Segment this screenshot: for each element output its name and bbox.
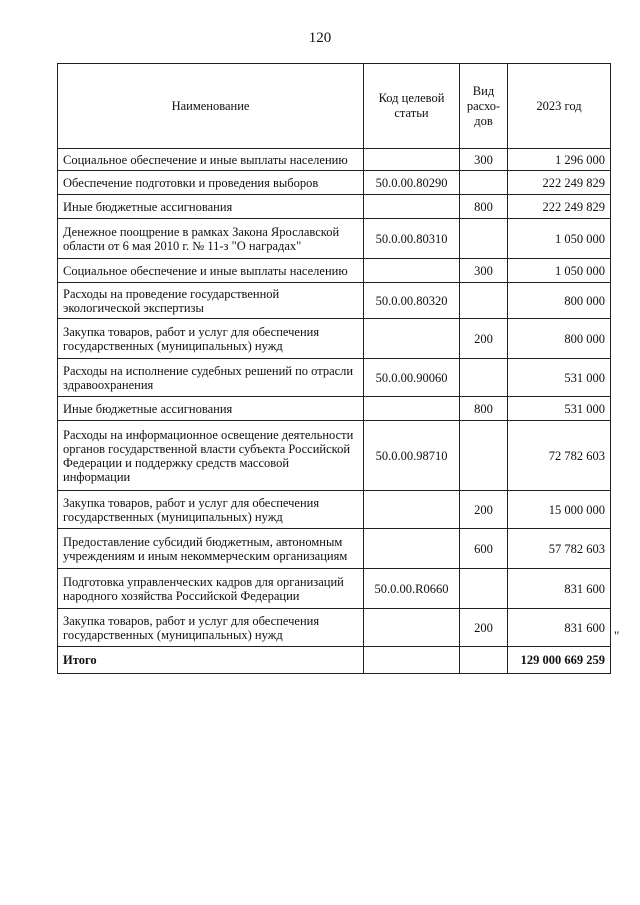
total-label: Итого: [58, 647, 364, 674]
row-code: [364, 609, 460, 647]
row-kind: [460, 359, 508, 397]
table-row: [58, 397, 611, 421]
row-amount: 831 600: [508, 569, 611, 609]
table-row: [58, 609, 611, 647]
table-row: [58, 491, 611, 529]
row-amount: 1 296 000: [508, 149, 611, 171]
row-kind: [460, 171, 508, 195]
header-code: Код целевой статьи: [364, 64, 460, 149]
row-code: [364, 149, 460, 171]
row-kind: 800: [460, 397, 508, 421]
row-code: [364, 529, 460, 569]
table-row: [58, 359, 611, 397]
closing-quote: ": [614, 628, 620, 643]
budget-table: [57, 63, 611, 674]
row-code: [364, 397, 460, 421]
row-code: 50.0.00.80290: [364, 171, 460, 195]
row-name: Обеспечение подготовки и проведения выборов: [58, 171, 364, 195]
row-kind: 300: [460, 259, 508, 283]
row-amount: 531 000: [508, 397, 611, 421]
row-kind: 300: [460, 149, 508, 171]
total-row: [58, 647, 611, 674]
row-name: Расходы на информационное освещение деятельности органов государственной власти субъекта Российской Федерации и поддержку средств массовой информации: [58, 421, 364, 491]
row-amount: 222 249 829: [508, 195, 611, 219]
row-code: 50.0.00.80320: [364, 283, 460, 319]
row-code: 50.0.00.90060: [364, 359, 460, 397]
row-code: [364, 259, 460, 283]
row-name: Социальное обеспечение и иные выплаты населению: [58, 149, 364, 171]
row-name: Закупка товаров, работ и услуг для обеспечения государственных (муниципальных) нужд: [58, 491, 364, 529]
table-row: [58, 195, 611, 219]
row-kind: [460, 219, 508, 259]
row-name: Предоставление субсидий бюджетным, автономным учреждениям и иным некоммерческим организациям: [58, 529, 364, 569]
row-code: [364, 491, 460, 529]
row-name: Подготовка управленческих кадров для организаций народного хозяйства Российской Федерации: [58, 569, 364, 609]
header-kind: Вид расхо-дов: [460, 64, 508, 149]
row-kind: 200: [460, 609, 508, 647]
row-amount: 831 600: [508, 609, 611, 647]
row-kind: 200: [460, 491, 508, 529]
row-name: Иные бюджетные ассигнования: [58, 195, 364, 219]
table-row: [58, 283, 611, 319]
row-kind: [460, 421, 508, 491]
total-amount: 129 000 669 259: [508, 647, 611, 674]
row-amount: 1 050 000: [508, 259, 611, 283]
table-header-row: [58, 64, 611, 149]
row-amount: 800 000: [508, 319, 611, 359]
row-amount: 800 000: [508, 283, 611, 319]
total-kind: [460, 647, 508, 674]
row-name: Расходы на проведение государственной экологической экспертизы: [58, 283, 364, 319]
row-code: 50.0.00.R0660: [364, 569, 460, 609]
row-amount: 15 000 000: [508, 491, 611, 529]
header-name: Наименование: [58, 64, 364, 149]
table-row: [58, 171, 611, 195]
row-amount: 1 050 000: [508, 219, 611, 259]
row-name: Иные бюджетные ассигнования: [58, 397, 364, 421]
row-amount: 57 782 603: [508, 529, 611, 569]
page-number: 120: [308, 30, 332, 46]
row-code: [364, 319, 460, 359]
row-name: Расходы на исполнение судебных решений по отрасли здравоохранения: [58, 359, 364, 397]
row-kind: [460, 569, 508, 609]
row-amount: 531 000: [508, 359, 611, 397]
row-name: Денежное поощрение в рамках Закона Ярославской области от 6 мая 2010 г. № 11-з "О наградах": [58, 219, 364, 259]
header-year: 2023 год: [508, 64, 611, 149]
row-name: Закупка товаров, работ и услуг для обеспечения государственных (муниципальных) нужд: [58, 319, 364, 359]
row-amount: 72 782 603: [508, 421, 611, 491]
table-row: [58, 529, 611, 569]
row-code: 50.0.00.98710: [364, 421, 460, 491]
row-name: Социальное обеспечение и иные выплаты населению: [58, 259, 364, 283]
row-kind: 800: [460, 195, 508, 219]
row-kind: 200: [460, 319, 508, 359]
table-row: [58, 319, 611, 359]
total-code: [364, 647, 460, 674]
row-name: Закупка товаров, работ и услуг для обеспечения государственных (муниципальных) нужд: [58, 609, 364, 647]
row-code: 50.0.00.80310: [364, 219, 460, 259]
table-row: [58, 569, 611, 609]
table-row: [58, 149, 611, 171]
table-row: [58, 219, 611, 259]
table-row: [58, 259, 611, 283]
row-code: [364, 195, 460, 219]
row-kind: 600: [460, 529, 508, 569]
row-kind: [460, 283, 508, 319]
table-row: [58, 421, 611, 491]
row-amount: 222 249 829: [508, 171, 611, 195]
